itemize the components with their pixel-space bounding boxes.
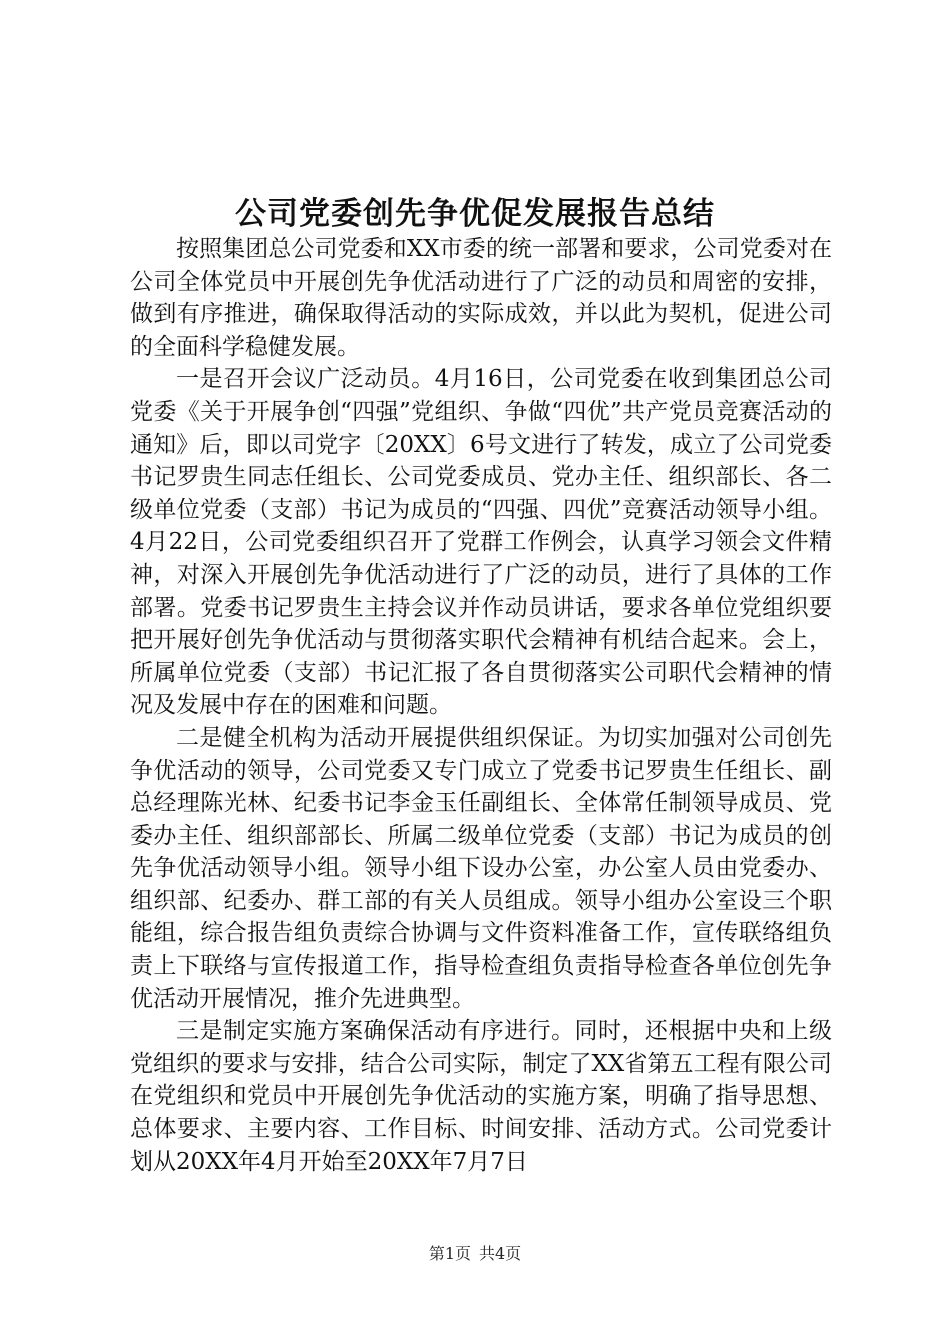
page-footer xyxy=(0,1241,950,1264)
paragraph-section-3: 三是制定实施方案确保活动有序进行。同时，还根据中央和上级党组织的要求与安排，结合公司实际，制定了XX省第五工程有限公司在党组织和党员中开展创先争优活动的实施方案，明确了指导思想、总体要求、主要内容、工作目标、时间安排、活动方式。公司党委计划从20XX年4月开始至20XX年7月7日 xyxy=(130,1018,832,1175)
paragraph-intro: 按照集团总公司党委和XX市委的统一部署和要求，公司党委对在公司全体党员中开展创先争优活动进行了广泛的动员和周密的安排，做到有序推进，确保取得活动的实际成效，并以此为契机，促进公司的全面科学稳健发展。 xyxy=(130,236,832,360)
paragraph-section-2: 二是健全机构为活动开展提供组织保证。为切实加强对公司创先争优活动的领导，公司党委又专门成立了党委书记罗贵生任组长、副总经理陈光林、纪委书记李金玉任副组长、全体常任制领导成员、党委办主任、组织部部长、所属二级单位党委（支部）书记为成员的创先争优活动领导小组。领导小组下设办公室，办公室人员由党委办、组织部、纪委办、群工部的有关人员组成。领导小组办公室设三个职能组，综合报告组负责综合协调与文件资料准备工作，宣传联络组负责上下联络与宣传报道工作，指导检查组负责指导检查各单位创先争优活动开展情况，推介先进典型。 xyxy=(130,724,832,1012)
document-body xyxy=(130,233,832,1178)
paragraph-section-1: 一是召开会议广泛动员。4月16日，公司党委在收到集团总公司党委《关于开展争创“四强”党组织、争做“四优”共产党员竞赛活动的通知》后，即以司党字〔20XX〕6号文进行了转发，成立了公司党委书记罗贵生同志任组长、公司党委成员、党办主任、组织部长、各二级单位党委（支部）书记为成员的“四强、四优”竞赛活动领导小组。4月22日，公司党委组织召开了党群工作例会，认真学习领会文件精神，对深入开展创先争优活动进行了广泛的动员，进行了具体的工作部署。党委书记罗贵生主持会议并作动员讲话，要求各单位党组织要把开展好创先争优活动与贯彻落实职代会精神有机结合起来。会上，所属单位党委（支部）书记汇报了各自贯彻落实公司职代会精神的情况及发展中存在的困难和问题。 xyxy=(130,366,832,719)
page-total: 共4页 xyxy=(479,1244,522,1263)
page-number: 第1页 xyxy=(428,1244,471,1263)
document-title: 公司党委创先争优促发展报告总结 xyxy=(235,196,715,232)
